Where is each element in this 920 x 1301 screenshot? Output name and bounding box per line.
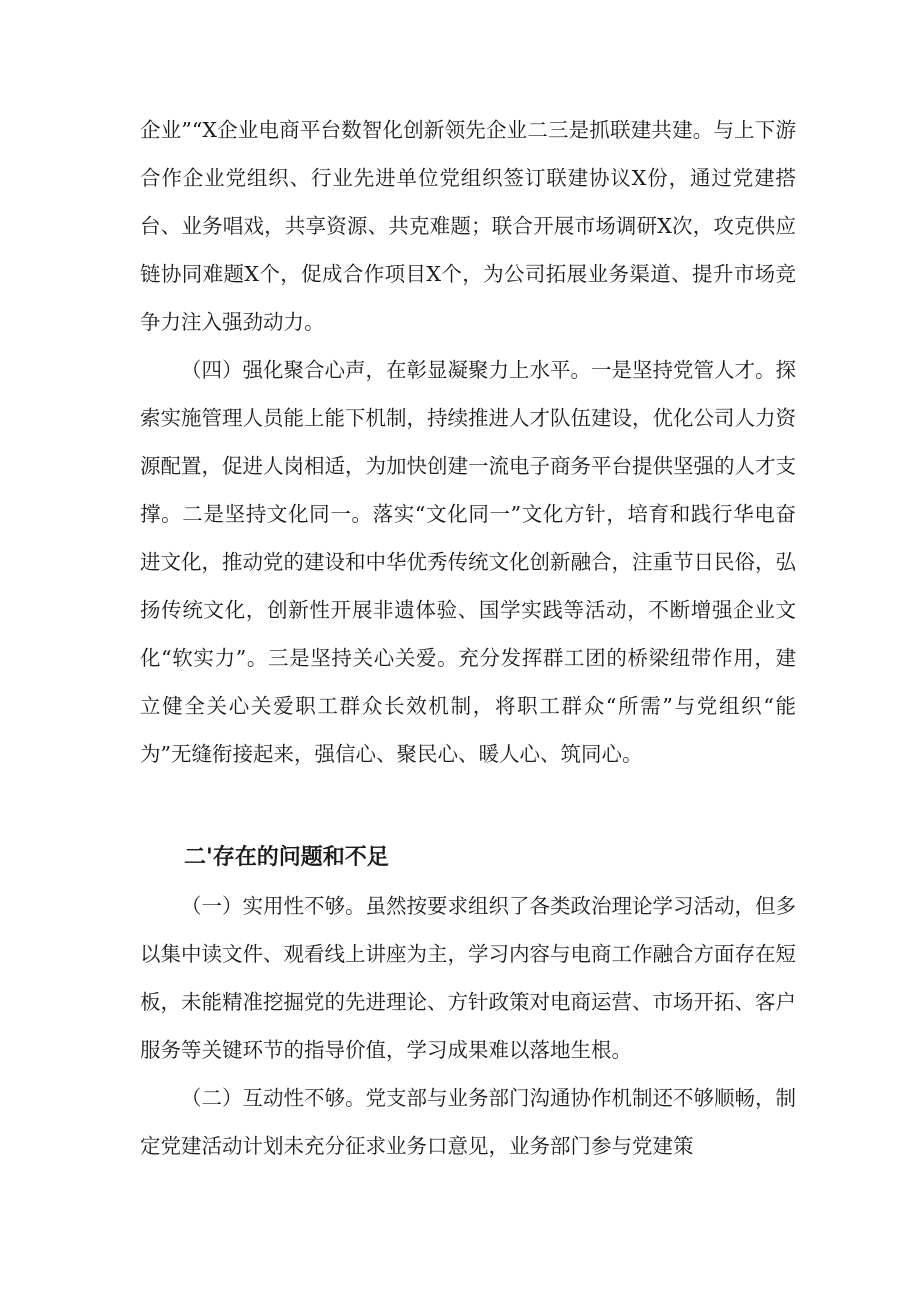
upper-text-block — [140, 106, 796, 778]
paragraph-practicality: （一）实用性不够。虽然按要求组织了各类政治理论学习活动，但多以集中读文件、观看线上讲座为主，学习内容与电商工作融合方面存在短板，未能精准挖掘党的先进理论、方针政策对电商运营、市场开拓、客户服务等关键环节的指导价值，学习成果难以落地生根。 — [140, 894, 796, 1062]
paragraph-joint-construction: 企业”“X企业电商平台数智化创新领先企业二三是抓联建共建。与上下游合作企业党组织、行业先进单位党组织签订联建协议X份，通过党建搭台、业务唱戏，共享资源、共克难题；联合开展市场调研X次，攻克供应链协同难题X个，促成合作项目X个，为公司拓展业务渠道、提升市场竞争力注入强劲动力。 — [140, 118, 796, 334]
paragraph-cohesion: （四）强化聚合心声，在彰显凝聚力上水平。一是坚持党管人才。探索实施管理人员能上能下机制，持续推进人才队伍建设，优化公司人力资源配置，促进人岗相适，为加快创建一流电子商务平台提供坚强的人才支撑。二是坚持文化同一。落实“文化同一”文化方针，培育和践行华电奋进文化，推动党的建设和中华优秀传统文化创新融合，注重节日民俗，弘扬传统文化，创新性开展非遗体验、国学实践等活动，不断增强企业文化“软实力”。三是坚持关心关爱。充分发挥群工团的桥梁纽带作用，建立健全关心关爱职工群众长效机制，将职工群众“所需”与党组织“能为”无缝衔接起来，强信心、聚民心、暖人心、筑同心。 — [140, 358, 796, 766]
paragraph-interactivity: （二）互动性不够。党支部与业务部门沟通协作机制还不够顺畅，制定党建活动计划未充分征求业务口意见，业务部门参与党建策 — [140, 1086, 796, 1158]
section-heading: 二'存在的问题和不足 — [184, 845, 389, 870]
lower-text-block — [140, 882, 796, 1170]
